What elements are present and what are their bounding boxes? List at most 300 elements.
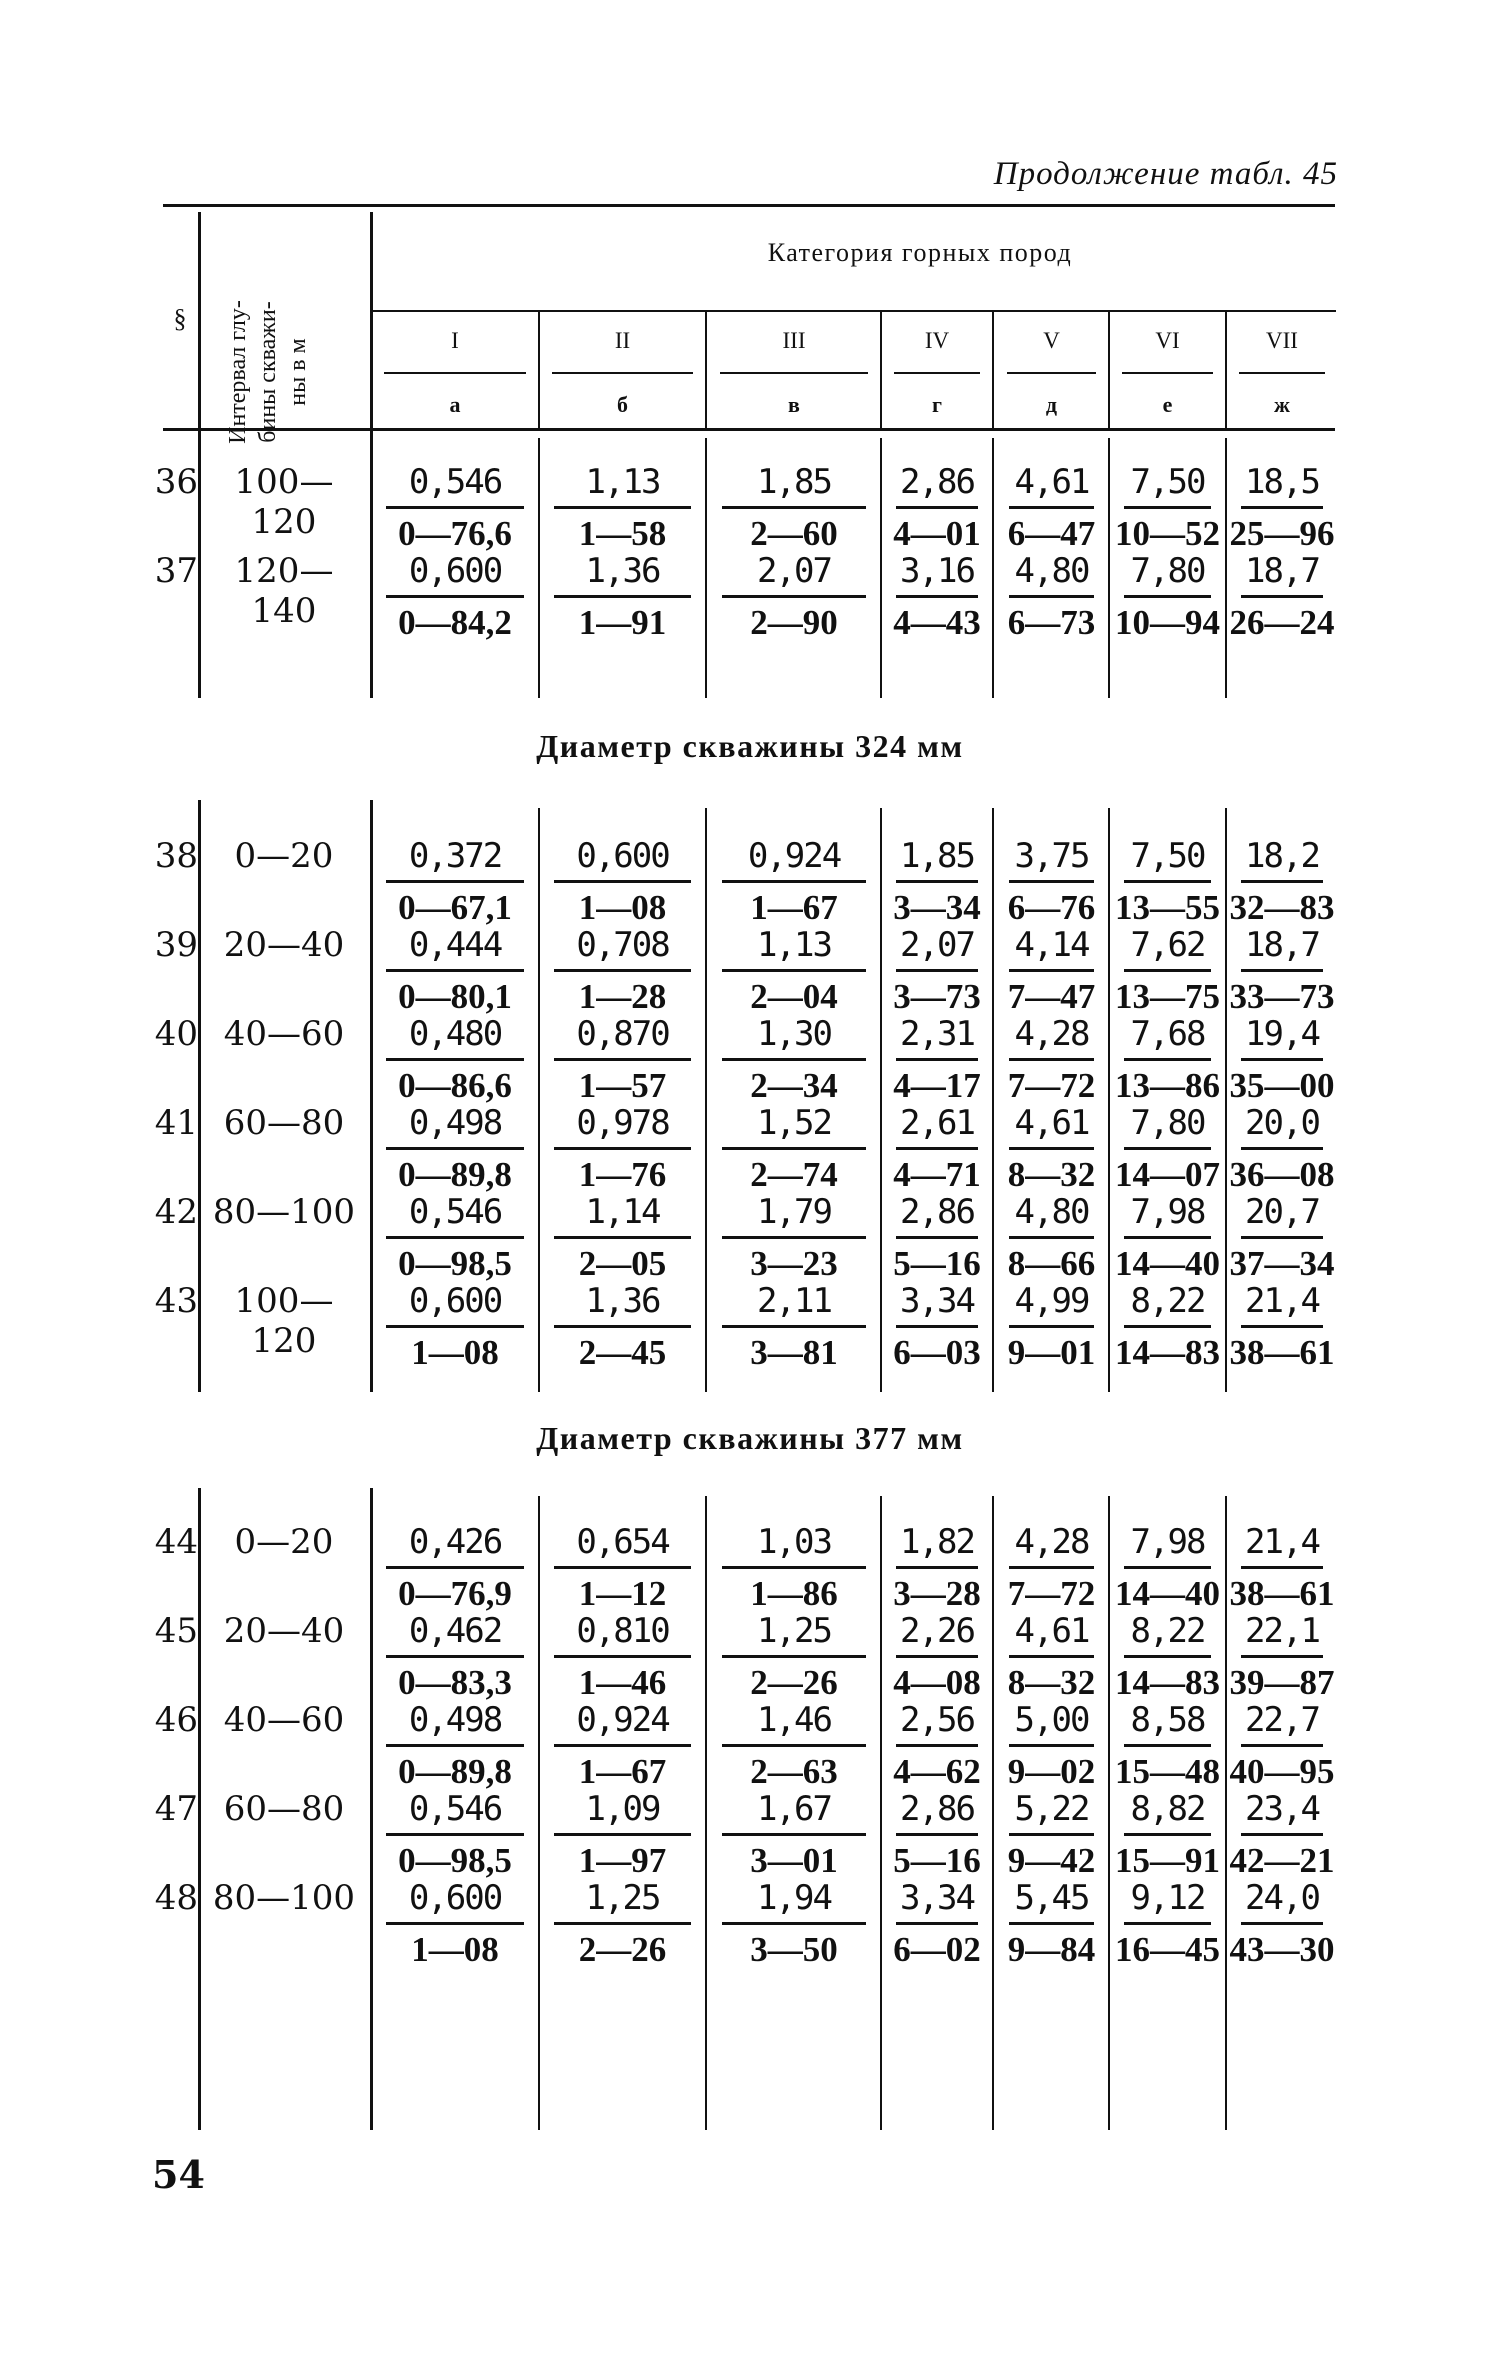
column-divider [992,438,994,698]
fraction-bar [1009,506,1094,509]
fraction-bar [896,595,978,598]
column-divider [1225,312,1227,428]
time-norm-value: 0—98,5 [398,1841,512,1880]
roman-underline [894,372,980,374]
category-roman: IV [924,328,950,353]
fraction-bar [386,506,524,509]
time-norm-value: 2—90 [750,603,838,642]
time-norm-value: 3—23 [750,1244,838,1283]
coefficient-value: 0,546 [408,1789,502,1829]
coefficient-value: 1,85 [900,836,974,876]
time-norm-value: 5—16 [893,1244,981,1283]
roman-underline [384,372,526,374]
fraction-bar [1009,880,1094,883]
fraction-bar [1241,1922,1323,1925]
time-norm-value: 7—72 [1007,1066,1096,1105]
fraction-bar [1124,1922,1211,1925]
coefficient-value: 0,600 [408,551,502,591]
coefficient-value: 2,56 [900,1700,974,1740]
coefficient-value: 8,22 [1130,1611,1205,1651]
column-divider [705,438,707,698]
fraction-bar [386,1147,524,1150]
time-norm-value: 8—66 [1007,1244,1096,1283]
coefficient-value: 8,58 [1130,1700,1205,1740]
fraction-bar [722,1655,866,1658]
fraction-bar [1124,1058,1211,1061]
fraction-bar [896,1058,978,1061]
fraction-bar [722,880,866,883]
fraction-bar [1124,880,1211,883]
time-norm-value: 42—21 [1229,1841,1335,1880]
coefficient-value: 0,372 [408,836,502,876]
category-roman: VII [1266,328,1298,353]
page-number: 54 [152,2152,205,2197]
time-norm-value: 26—24 [1229,603,1335,642]
time-norm-value: 4—17 [893,1066,981,1105]
coefficient-value: 18,2 [1245,836,1319,876]
coefficient-value: 5,00 [1014,1700,1089,1740]
paragraph-number: 37 [154,551,198,591]
coefficient-value: 1,09 [585,1789,660,1829]
coefficient-value: 0,924 [747,836,841,876]
fraction-bar [1241,1566,1323,1569]
coefficient-value: 3,34 [900,1281,974,1321]
fraction-bar [1009,1922,1094,1925]
coefficient-value: 1,46 [757,1700,831,1740]
fraction-bar [722,1058,866,1061]
coefficient-value: 0,498 [408,1700,502,1740]
fraction-bar [554,1566,691,1569]
fraction-bar [1009,1833,1094,1836]
time-norm-value: 2—45 [578,1333,667,1372]
fraction-bar [896,1566,978,1569]
category-letter: д [1045,392,1058,417]
time-norm-value: 39—87 [1229,1663,1335,1702]
time-norm-value: 1—28 [578,977,667,1016]
interval-line-1: Интервал глу- [225,300,251,444]
paragraph-number: 38 [154,836,198,876]
time-norm-value: 6—73 [1007,603,1096,642]
fraction-bar [1009,1147,1094,1150]
paragraph-number: 47 [154,1789,198,1829]
coefficient-value: 0,810 [576,1611,669,1651]
coefficient-value: 0,426 [408,1522,502,1562]
time-norm-value: 6—76 [1007,888,1096,927]
fraction-bar [554,1655,691,1658]
column-divider [992,808,994,1392]
depth-interval: 40—60 [223,1014,345,1054]
roman-underline [1007,372,1096,374]
coefficient-value: 0,444 [408,925,502,965]
coefficient-value: 1,52 [757,1103,831,1143]
paragraph-number: 39 [154,925,198,965]
coefficient-value: 18,7 [1245,925,1319,965]
fraction-bar [1009,969,1094,972]
coefficient-value: 2,86 [900,462,974,502]
header-divider [198,212,201,428]
time-norm-value: 1—08 [578,888,667,927]
depth-interval: 100—120 [234,1281,334,1361]
coefficient-value: 4,80 [1014,551,1089,591]
time-norm-value: 1—08 [411,1930,499,1969]
column-divider [198,430,201,698]
depth-interval: 0—20 [234,836,334,876]
coefficient-value: 1,14 [585,1192,660,1232]
fraction-bar [896,506,978,509]
coefficient-value: 4,61 [1014,1611,1089,1651]
time-norm-value: 6—03 [893,1333,981,1372]
paragraph-number: 41 [154,1103,198,1143]
category-roman: VI [1155,328,1180,353]
fraction-bar [896,1833,978,1836]
fraction-bar [1124,1325,1211,1328]
coefficient-value: 23,4 [1245,1789,1319,1829]
fraction-bar [1241,1655,1323,1658]
continuation-label: Продолжение табл. 45 [993,156,1338,192]
time-norm-value: 9—42 [1007,1841,1096,1880]
fraction-bar [1009,1566,1094,1569]
fraction-bar [386,1655,524,1658]
fraction-bar [554,595,691,598]
time-norm-value: 3—73 [893,977,981,1016]
coefficient-value: 1,25 [585,1878,660,1918]
coefficient-value: 0,924 [576,1700,669,1740]
category-letter: б [617,392,628,417]
coefficient-value: 1,13 [757,925,831,965]
fraction-bar [896,969,978,972]
time-norm-value: 2—60 [750,514,838,553]
time-norm-value: 4—08 [893,1663,981,1702]
coefficient-value: 18,5 [1245,462,1319,502]
fraction-bar [554,1147,691,1150]
time-norm-value: 15—48 [1115,1752,1220,1791]
coefficient-value: 0,870 [576,1014,669,1054]
coefficient-value: 4,14 [1014,925,1089,965]
fraction-bar [1241,1236,1323,1239]
column-divider [880,312,882,428]
depth-interval: 80—100 [212,1192,356,1232]
column-divider [992,312,994,428]
time-norm-value: 5—16 [893,1841,981,1880]
coefficient-value: 2,11 [757,1281,831,1321]
fraction-bar [554,1236,691,1239]
coefficient-value: 4,28 [1014,1014,1089,1054]
coefficient-value: 5,45 [1014,1878,1089,1918]
time-norm-value: 3—34 [893,888,981,927]
time-norm-value: 16—45 [1115,1930,1220,1969]
depth-interval: 100—120 [234,462,334,542]
category-letter: е [1162,392,1173,417]
paragraph-number: 42 [154,1192,198,1232]
coefficient-value: 2,61 [900,1103,974,1143]
fraction-bar [1009,595,1094,598]
time-norm-value: 2—04 [750,977,838,1016]
time-norm-value: 1—57 [578,1066,667,1105]
coefficient-value: 22,1 [1245,1611,1319,1651]
paragraph-number: 36 [154,462,198,502]
table-top-rule [163,204,1335,207]
time-norm-value: 9—02 [1007,1752,1096,1791]
coefficient-value: 2,31 [900,1014,974,1054]
time-norm-value: 38—61 [1229,1574,1335,1613]
fraction-bar [722,1922,866,1925]
interval-header [225,300,311,444]
time-norm-value: 0—76,6 [398,514,512,553]
time-norm-value: 10—52 [1115,514,1220,553]
fraction-bar [386,1922,524,1925]
fraction-bar [722,1566,866,1569]
time-norm-value: 1—67 [750,888,838,927]
time-norm-value: 1—12 [578,1574,667,1613]
coefficient-value: 5,22 [1014,1789,1089,1829]
coefficient-value: 8,22 [1130,1281,1205,1321]
coefficient-value: 21,4 [1245,1522,1319,1562]
time-norm-value: 37—34 [1229,1244,1335,1283]
column-divider [992,1496,994,2130]
fraction-bar [386,969,524,972]
time-norm-value: 8—32 [1007,1663,1096,1702]
time-norm-value: 1—58 [578,514,667,553]
coefficient-value: 1,94 [757,1878,831,1918]
time-norm-value: 10—94 [1115,603,1220,642]
paragraph-number: 44 [154,1522,198,1562]
coefficient-value: 0,708 [576,925,669,965]
fraction-bar [1241,595,1323,598]
time-norm-value: 43—30 [1229,1930,1335,1969]
coefficient-value: 2,86 [900,1192,974,1232]
coefficient-value: 3,75 [1014,836,1089,876]
fraction-bar [1124,1833,1211,1836]
time-norm-value: 32—83 [1229,888,1335,927]
fraction-bar [1241,1147,1323,1150]
time-norm-value: 2—26 [578,1930,667,1969]
time-norm-value: 2—74 [750,1155,838,1194]
time-norm-value: 36—08 [1229,1155,1335,1194]
fraction-bar [722,969,866,972]
fraction-bar [1241,1325,1323,1328]
coefficient-value: 1,03 [757,1522,831,1562]
paragraph-number: 40 [154,1014,198,1054]
fraction-bar [1241,880,1323,883]
coefficient-value: 18,7 [1245,551,1319,591]
time-norm-value: 1—46 [578,1663,667,1702]
time-norm-value: 0—89,8 [398,1155,512,1194]
coefficient-value: 0,600 [408,1281,502,1321]
time-norm-value: 7—72 [1007,1574,1096,1613]
coefficient-value: 1,13 [585,462,660,502]
fraction-bar [386,1058,524,1061]
depth-interval: 40—60 [223,1700,345,1740]
coefficient-value: 0,546 [408,462,502,502]
time-norm-value: 4—43 [893,603,981,642]
fraction-bar [896,1236,978,1239]
fraction-bar [554,1922,691,1925]
fraction-bar [896,1922,978,1925]
time-norm-value: 0—76,9 [398,1574,512,1613]
depth-interval: 60—80 [223,1789,345,1829]
interval-header-text [223,300,313,444]
time-norm-value: 1—91 [578,603,667,642]
coefficient-value: 0,546 [408,1192,502,1232]
fraction-bar [554,880,691,883]
fraction-bar [1241,506,1323,509]
category-roman: V [1043,328,1060,353]
coefficient-value: 1,79 [757,1192,831,1232]
depth-interval: 80—100 [212,1878,356,1918]
fraction-bar [722,1236,866,1239]
fraction-bar [554,969,691,972]
category-roman: II [614,328,631,353]
fraction-bar [896,1744,978,1747]
time-norm-value: 1—08 [411,1333,499,1372]
category-letter: г [932,392,942,417]
interval-line-2: бины скважи- [255,301,281,443]
coefficient-value: 21,4 [1245,1281,1319,1321]
coefficient-value: 0,600 [576,836,669,876]
fraction-bar [1009,1744,1094,1747]
coefficient-value: 0,480 [408,1014,502,1054]
fraction-bar [1124,969,1211,972]
fraction-bar [1241,1833,1323,1836]
coefficient-value: 20,7 [1245,1192,1319,1232]
time-norm-value: 0—67,1 [398,888,512,927]
paragraph-number: 45 [154,1611,198,1651]
fraction-bar [554,506,691,509]
category-header: Категория горных пород [767,238,1073,267]
roman-underline [1239,372,1325,374]
fraction-bar [722,1744,866,1747]
coefficient-value: 4,28 [1014,1522,1089,1562]
time-norm-value: 14—40 [1115,1574,1220,1613]
category-letter: в [788,392,800,417]
depth-interval: 0—20 [234,1522,334,1562]
fraction-bar [1124,1236,1211,1239]
time-norm-value: 2—63 [750,1752,838,1791]
category-roman: I [451,328,459,353]
time-norm-value: 25—96 [1229,514,1335,553]
header-bottom-rule [163,428,1335,431]
coefficient-value: 7,98 [1130,1192,1205,1232]
time-norm-value: 0—89,8 [398,1752,512,1791]
time-norm-value: 0—86,6 [398,1066,512,1105]
coefficient-value: 1,36 [585,551,660,591]
coefficient-value: 4,61 [1014,462,1089,502]
coefficient-value: 7,98 [1130,1522,1205,1562]
time-norm-value: 0—84,2 [398,603,512,642]
time-norm-value: 33—73 [1229,977,1335,1016]
column-divider [198,1488,201,2130]
fraction-bar [896,1147,978,1150]
time-norm-value: 0—80,1 [398,977,512,1016]
fraction-bar [1241,1058,1323,1061]
coefficient-value: 3,34 [900,1878,974,1918]
category-letter: а [449,392,461,417]
coefficient-value: 2,86 [900,1789,974,1829]
fraction-bar [1124,506,1211,509]
fraction-bar [722,1833,866,1836]
column-divider [705,1496,707,2130]
paragraph-header: § [173,304,187,333]
time-norm-value: 6—02 [893,1930,981,1969]
fraction-bar [554,1325,691,1328]
time-norm-value: 2—05 [578,1244,667,1283]
fraction-bar [1009,1058,1094,1061]
coefficient-value: 2,07 [900,925,974,965]
column-divider [198,800,201,1392]
fraction-bar [386,1566,524,1569]
fraction-bar [1241,1744,1323,1747]
coefficient-value: 19,4 [1245,1014,1319,1054]
coefficient-value: 2,26 [900,1611,974,1651]
time-norm-value: 4—01 [893,514,981,553]
coefficient-value: 4,61 [1014,1103,1089,1143]
coefficient-value: 7,62 [1130,925,1205,965]
time-norm-value: 3—50 [750,1930,838,1969]
time-norm-value: 40—95 [1229,1752,1335,1791]
coefficient-value: 1,25 [757,1611,831,1651]
coefficient-value: 7,80 [1130,551,1205,591]
fraction-bar [554,1058,691,1061]
time-norm-value: 4—62 [893,1752,981,1791]
time-norm-value: 1—86 [750,1574,838,1613]
coefficient-value: 4,80 [1014,1192,1089,1232]
fraction-bar [722,595,866,598]
time-norm-value: 35—00 [1229,1066,1335,1105]
roman-underline [1122,372,1213,374]
depth-interval: 20—40 [223,925,345,965]
fraction-bar [1124,1655,1211,1658]
time-norm-value: 13—75 [1115,977,1220,1016]
coefficient-value: 22,7 [1245,1700,1319,1740]
paragraph-number: 46 [154,1700,198,1740]
coefficient-value: 2,07 [757,551,831,591]
time-norm-value: 13—55 [1115,888,1220,927]
fraction-bar [386,1236,524,1239]
time-norm-value: 14—40 [1115,1244,1220,1283]
fraction-bar [1124,1566,1211,1569]
coefficient-value: 1,85 [757,462,831,502]
time-norm-value: 3—01 [750,1841,838,1880]
fraction-bar [1124,595,1211,598]
header-divider [370,212,373,428]
interval-line-3: ны в м [285,338,311,406]
coefficient-value: 0,654 [576,1522,669,1562]
fraction-bar [1009,1655,1094,1658]
coefficient-value: 20,0 [1245,1103,1319,1143]
time-norm-value: 13—86 [1115,1066,1220,1105]
fraction-bar [1009,1325,1094,1328]
coefficient-value: 3,16 [900,551,974,591]
coefficient-value: 0,462 [408,1611,502,1651]
time-norm-value: 38—61 [1229,1333,1335,1372]
category-letter: ж [1274,392,1290,417]
time-norm-value: 0—83,3 [398,1663,512,1702]
fraction-bar [554,1833,691,1836]
coefficient-value: 0,600 [408,1878,502,1918]
roman-underline [552,372,693,374]
roman-underline [720,372,868,374]
coefficient-value: 0,498 [408,1103,502,1143]
section-title: Диаметр скважины 377 мм [536,1420,964,1456]
time-norm-value: 8—32 [1007,1155,1096,1194]
coefficient-value: 1,82 [900,1522,974,1562]
time-norm-value: 3—28 [893,1574,981,1613]
time-norm-value: 14—83 [1115,1333,1220,1372]
coefficient-value: 7,80 [1130,1103,1205,1143]
fraction-bar [386,595,524,598]
section-title: Диаметр скважины 324 мм [536,728,964,764]
time-norm-value: 7—47 [1007,977,1096,1016]
